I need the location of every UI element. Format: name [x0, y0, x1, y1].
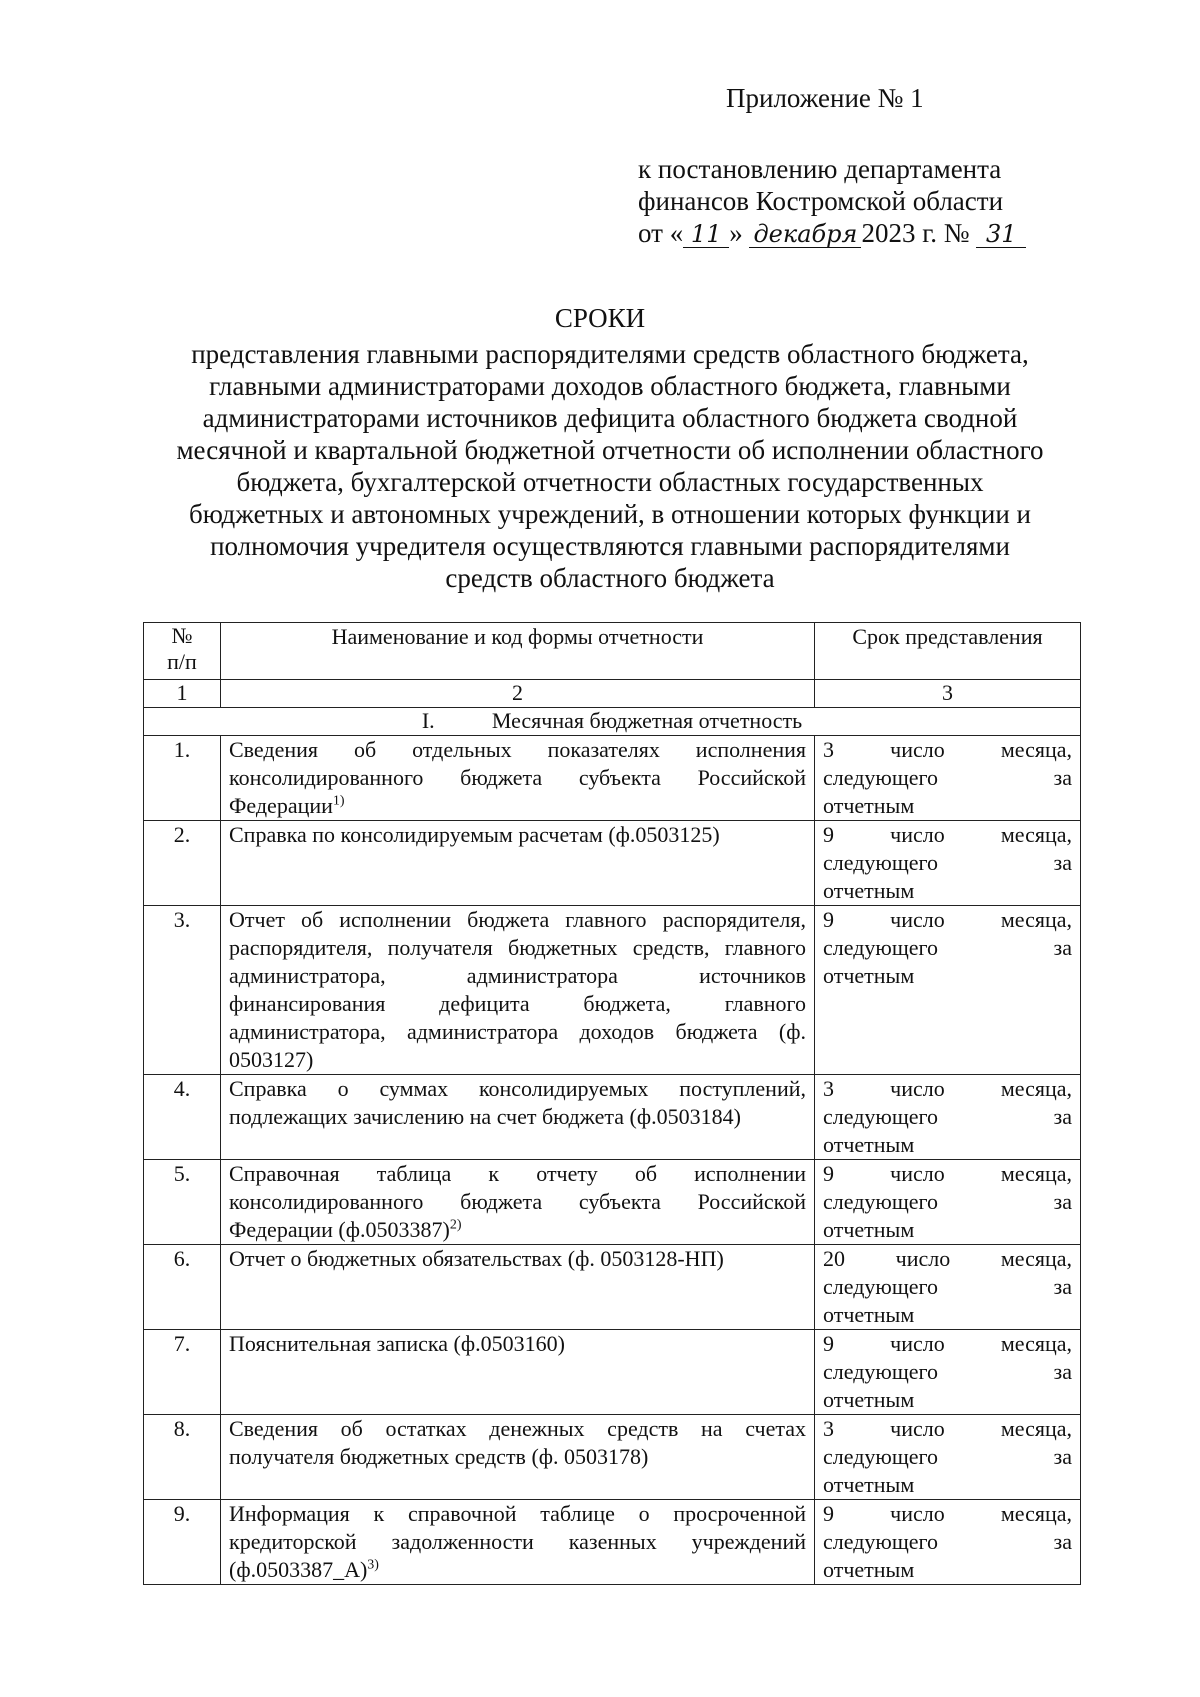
subtitle-line: бюджетных и автономных учреждений, в отношении которых функции и	[189, 499, 1031, 529]
document-subtitle	[150, 338, 1070, 594]
deadline-word: отчетным	[823, 793, 915, 818]
deadline-word: за	[1053, 1189, 1072, 1214]
deadline-line	[823, 934, 1072, 962]
deadline-word: число	[890, 1501, 945, 1526]
deadline-word: отчетным	[823, 878, 915, 903]
deadline-line	[823, 1188, 1072, 1216]
deadline-word: за	[1053, 850, 1072, 875]
handwritten-day: 11	[683, 221, 729, 248]
deadline-line	[823, 1330, 1072, 1358]
header-number-abbr: п/п	[167, 649, 197, 674]
deadline-word: месяца,	[1000, 1331, 1072, 1356]
deadline-word: число	[890, 1416, 945, 1441]
deadline-line	[823, 1103, 1072, 1131]
deadline-line	[823, 849, 1072, 877]
deadline-word: число	[890, 737, 945, 762]
deadline-line	[823, 1443, 1072, 1471]
header-form-name: Наименование и код формы отчетности	[221, 623, 815, 680]
header-number-symbol: №	[171, 623, 193, 648]
form-name: Справочная таблица к отчету об исполнении консолидированного бюджета субъекта Российской Федерации (ф.0503387)	[229, 1161, 806, 1242]
column-numbers-row	[144, 680, 1081, 708]
deadline-word: следующего	[823, 765, 939, 790]
form-name-cell	[221, 1415, 815, 1500]
deadline-word: отчетным	[823, 1132, 915, 1157]
deadline-word: число	[890, 1331, 945, 1356]
deadline-word: за	[1053, 1104, 1072, 1129]
deadline-line	[823, 1386, 1072, 1414]
form-name: Отчет об исполнении бюджета главного распорядителя, распорядителя, получателя бюджетных средств, главного администратора, администратора источников финансирования дефицита бюджета, главного администратора, администратора доходов бюджета (ф. 0503127)	[229, 907, 806, 1072]
form-name-cell	[221, 1330, 815, 1415]
deadline-word: отчетным	[823, 1302, 915, 1327]
date-prefix: от «	[638, 218, 684, 248]
deadline-word: число	[890, 1161, 945, 1186]
deadline-line	[823, 1131, 1072, 1159]
deadline-cell	[815, 821, 1081, 906]
deadline-line	[823, 1160, 1072, 1188]
subtitle-line: представления главными распорядителями средств областного бюджета,	[191, 339, 1029, 369]
row-number: 2.	[144, 821, 221, 906]
resolution-line-2: финансов Костромской области	[638, 186, 1004, 216]
deadline-word: месяца,	[1000, 1076, 1072, 1101]
deadline-cell	[815, 1330, 1081, 1415]
table-header-row	[144, 623, 1081, 680]
row-number: 6.	[144, 1245, 221, 1330]
resolution-line-1: к постановлению департамента	[638, 154, 1002, 184]
form-name: Информация к справочной таблице о просроченной кредиторской задолженности казенных учреждений (ф.0503387_А)	[229, 1501, 806, 1582]
deadline-day: 9	[823, 822, 834, 847]
deadline-word: число	[890, 822, 945, 847]
subtitle-line: бюджета, бухгалтерской отчетности областных государственных	[236, 467, 984, 497]
deadline-word: за	[1053, 1529, 1072, 1554]
deadline-day: 20	[823, 1246, 845, 1271]
deadline-word: следующего	[823, 850, 939, 875]
deadline-cell	[815, 1160, 1081, 1245]
row-number: 7.	[144, 1330, 221, 1415]
section-roman: I.	[421, 708, 435, 733]
appendix-title: Приложение № 1	[726, 83, 924, 113]
deadline-word: месяца,	[1000, 822, 1072, 847]
deadline-day: 3	[823, 1416, 834, 1441]
deadline-word: следующего	[823, 1529, 939, 1554]
table-row	[144, 1075, 1081, 1160]
footnote-mark: 1)	[332, 793, 345, 809]
deadline-word: отчетным	[823, 1387, 915, 1412]
table-row	[144, 1415, 1081, 1500]
deadline-line	[823, 962, 1072, 990]
header-deadline: Срок представления	[815, 623, 1081, 680]
table-row	[144, 736, 1081, 821]
resolution-reference	[638, 153, 1026, 249]
subtitle-line: администраторами источников дефицита областного бюджета сводной	[202, 403, 1018, 433]
table-row	[144, 1500, 1081, 1585]
subtitle-line: месячной и квартальной бюджетной отчетности об исполнении областного	[176, 435, 1044, 465]
deadlines-table	[143, 622, 1081, 1585]
deadline-word: месяца,	[1000, 1416, 1072, 1441]
deadline-word: следующего	[823, 1189, 939, 1214]
section-title: Месячная бюджетная отчетность	[491, 708, 803, 733]
deadline-line	[823, 1273, 1072, 1301]
deadline-word: за	[1053, 935, 1072, 960]
deadline-word: за	[1053, 1444, 1072, 1469]
form-name-cell	[221, 1160, 815, 1245]
subtitle-line: средств областного бюджета	[445, 563, 775, 593]
deadline-line	[823, 906, 1072, 934]
deadline-word: следующего	[823, 935, 939, 960]
deadline-line	[823, 1075, 1072, 1103]
deadline-word: месяца,	[1000, 1501, 1072, 1526]
deadline-line	[823, 1415, 1072, 1443]
deadline-line	[823, 1556, 1072, 1584]
deadline-cell	[815, 1075, 1081, 1160]
form-name: Справка о суммах консолидируемых поступлений, подлежащих зачислению на счет бюджета (ф.0503184)	[229, 1076, 806, 1129]
deadline-cell	[815, 1245, 1081, 1330]
deadline-line	[823, 1358, 1072, 1386]
table-row	[144, 1245, 1081, 1330]
footnote-mark: 2)	[449, 1217, 462, 1233]
deadline-day: 9	[823, 1161, 834, 1186]
deadline-word: отчетным	[823, 1557, 915, 1582]
form-name-cell	[221, 821, 815, 906]
date-mid: »	[729, 218, 743, 248]
handwritten-month: декабря	[749, 221, 861, 248]
deadline-word: месяца,	[1000, 1161, 1072, 1186]
form-name-cell	[221, 736, 815, 821]
document-title: СРОКИ	[554, 303, 646, 333]
deadline-day: 9	[823, 907, 834, 932]
row-number: 9.	[144, 1500, 221, 1585]
form-name: Отчет о бюджетных обязательствах (ф. 0503128-НП)	[229, 1246, 724, 1271]
column-number: 2	[221, 680, 815, 708]
header-number	[144, 623, 221, 680]
subtitle-line: главными администраторами доходов областного бюджета, главными	[209, 371, 1011, 401]
deadline-cell	[815, 906, 1081, 1075]
table-row	[144, 906, 1081, 1075]
deadline-word: месяца,	[1000, 737, 1072, 762]
deadline-word: отчетным	[823, 963, 915, 988]
row-number: 5.	[144, 1160, 221, 1245]
row-number: 1.	[144, 736, 221, 821]
row-number: 4.	[144, 1075, 221, 1160]
table-row	[144, 1160, 1081, 1245]
date-year: 2023 г. №	[861, 218, 970, 248]
deadline-word: следующего	[823, 1274, 939, 1299]
form-name-cell	[221, 1245, 815, 1330]
handwritten-doc-number: 31	[976, 221, 1026, 248]
deadline-line	[823, 792, 1072, 820]
form-name-cell	[221, 1075, 815, 1160]
deadline-word: следующего	[823, 1444, 939, 1469]
form-name-cell	[221, 1500, 815, 1585]
deadline-day: 9	[823, 1331, 834, 1356]
form-name-cell	[221, 906, 815, 1075]
section-row	[144, 708, 1081, 736]
column-number: 3	[815, 680, 1081, 708]
deadline-line	[823, 1245, 1072, 1273]
deadline-word: за	[1053, 765, 1072, 790]
table-row	[144, 1330, 1081, 1415]
footnote-mark: 3)	[367, 1557, 379, 1573]
deadline-line	[823, 736, 1072, 764]
deadline-word: отчетным	[823, 1217, 915, 1242]
deadline-word: следующего	[823, 1359, 939, 1384]
deadline-word: число	[890, 1076, 945, 1101]
deadline-line	[823, 821, 1072, 849]
deadline-word: следующего	[823, 1104, 939, 1129]
deadline-cell	[815, 1500, 1081, 1585]
row-number: 3.	[144, 906, 221, 1075]
section-heading	[144, 708, 1081, 736]
deadline-line	[823, 764, 1072, 792]
deadline-word: число	[890, 907, 945, 932]
form-name: Пояснительная записка (ф.0503160)	[229, 1331, 565, 1356]
resolution-date-line	[638, 217, 1026, 249]
form-name: Сведения об остатках денежных средств на счетах получателя бюджетных средств (ф. 0503178)	[229, 1416, 806, 1469]
table-row	[144, 821, 1081, 906]
deadline-word: месяца,	[1000, 1246, 1072, 1271]
deadline-word: за	[1053, 1359, 1072, 1384]
deadline-line	[823, 1500, 1072, 1528]
deadline-word: отчетным	[823, 1472, 915, 1497]
deadline-line	[823, 1528, 1072, 1556]
deadline-cell	[815, 736, 1081, 821]
subtitle-line: полномочия учредителя осуществляются главными распорядителями	[210, 531, 1010, 561]
form-name: Сведения об отдельных показателях исполнения консолидированного бюджета субъекта Российской Федерации	[229, 737, 806, 818]
deadline-word: месяца,	[1000, 907, 1072, 932]
column-number: 1	[144, 680, 221, 708]
form-name: Справка по консолидируемым расчетам (ф.0503125)	[229, 822, 720, 847]
deadline-line	[823, 1216, 1072, 1244]
deadline-day: 3	[823, 737, 834, 762]
table-body	[144, 736, 1081, 1585]
deadline-cell	[815, 1415, 1081, 1500]
deadline-line	[823, 1471, 1072, 1499]
deadline-day: 9	[823, 1501, 834, 1526]
deadline-day: 3	[823, 1076, 834, 1101]
deadline-word: за	[1053, 1274, 1072, 1299]
row-number: 8.	[144, 1415, 221, 1500]
deadline-line	[823, 877, 1072, 905]
deadline-line	[823, 1301, 1072, 1329]
deadline-word: число	[895, 1246, 951, 1271]
